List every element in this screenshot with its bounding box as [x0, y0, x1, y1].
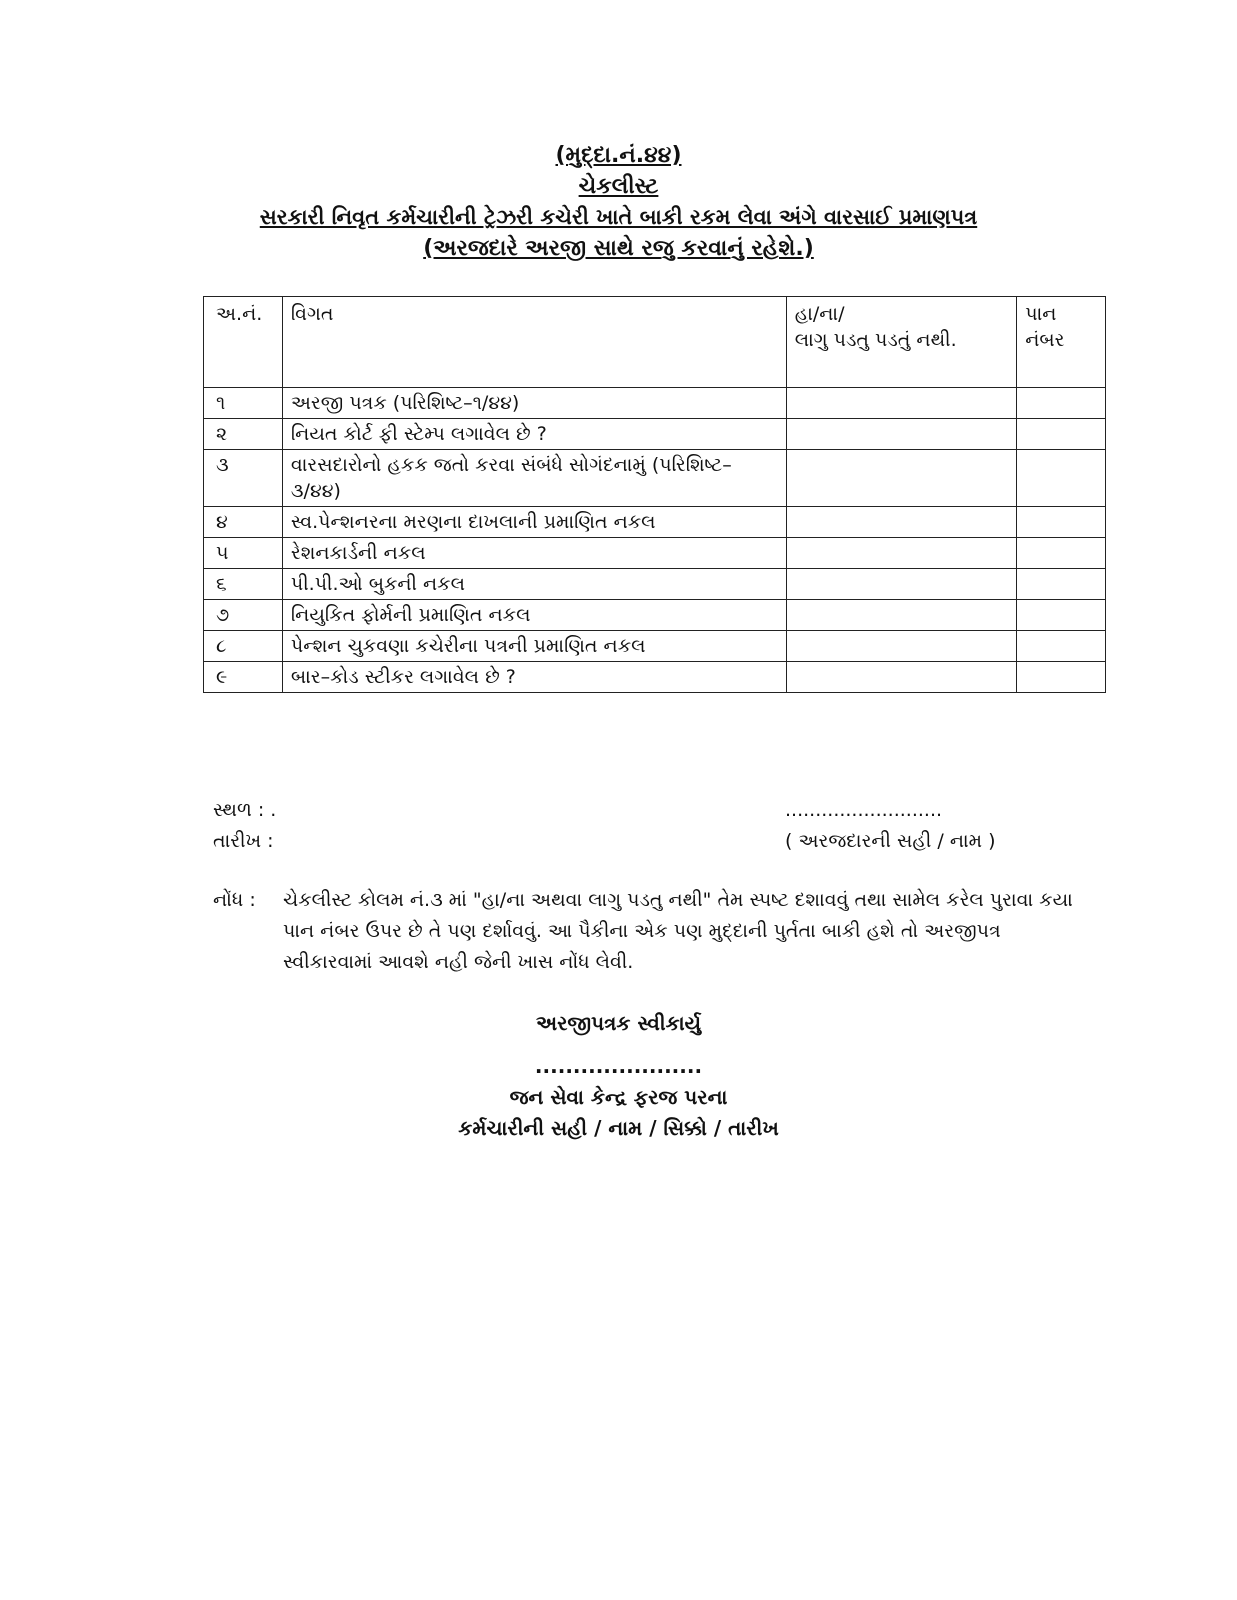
row-sr-no: ૫: [204, 538, 283, 569]
row-detail: વારસદારોનો હકક જતો કરવા સંબંધે સોગંદનામું (પરિશિષ્ટ–૩/૪૪): [282, 450, 786, 507]
row-page-cell[interactable]: [1017, 419, 1106, 450]
row-detail: પેન્શન ચુકવણા કચેરીના પત્રની પ્રમાણિત નકલ: [282, 631, 786, 662]
header-yes-no: [786, 297, 1017, 388]
row-page-cell[interactable]: [1017, 569, 1106, 600]
table-row: [204, 631, 1106, 662]
checklist-heading: ચેકલીસ્ટ: [578, 174, 659, 199]
row-page-cell[interactable]: [1017, 507, 1106, 538]
applicant-signature-block: [785, 795, 996, 857]
document-header: [0, 140, 1237, 264]
header-sr-no: અ.નં.: [204, 297, 283, 388]
document-subtitle: (અરજદારે અરજી સાથે રજુ કરવાનું રહેશે.): [423, 236, 814, 261]
receipt-accepted-label: અરજીપત્રક સ્વીકાર્યુ: [535, 1011, 701, 1035]
row-detail: બાર–કોડ સ્ટીકર લગાવેલ છે ?: [282, 662, 786, 693]
row-yes-no-cell[interactable]: [786, 450, 1017, 507]
receipt-centre-label: જન સેવા કેન્દ્ર ફરજ પરના: [509, 1085, 728, 1109]
document-title: સરકારી નિવૃત કર્મચારીની ટ્રેઝરી કચેરી ખાતે બાકી રકમ લેવા અંગે વારસાઈ પ્રમાણપત્ર: [259, 205, 978, 229]
row-sr-no: ૨: [204, 419, 283, 450]
row-page-cell[interactable]: [1017, 600, 1106, 631]
row-yes-no-cell[interactable]: [786, 631, 1017, 662]
table-row: [204, 388, 1106, 419]
row-detail: નિયુકિત ફોર્મની પ્રમાણિત નકલ: [282, 600, 786, 631]
row-page-cell[interactable]: [1017, 450, 1106, 507]
row-yes-no-cell[interactable]: [786, 600, 1017, 631]
applicant-signature-line: ..........................: [785, 799, 943, 821]
row-yes-no-cell[interactable]: [786, 538, 1017, 569]
issue-number: (મુદ્દા.નં.૪૪): [555, 143, 682, 168]
table-row: [204, 507, 1106, 538]
table-row: [204, 569, 1106, 600]
header-page-no: [1017, 297, 1106, 388]
header-page-line1: પાન: [1025, 303, 1057, 325]
header-detail: વિગત: [282, 297, 786, 388]
row-yes-no-cell[interactable]: [786, 569, 1017, 600]
place-date-block: [213, 795, 276, 857]
row-sr-no: ૧: [204, 388, 283, 419]
note-text: ચેકલીસ્ટ કોલમ નં.૩ માં "હા/ના અથવા લાગુ પડતુ નથી" તેમ સ્પષ્ટ દશાવવું તથા સામેલ કરેલ પુરાવા કયા પાન નંબર ઉપર છે તે પણ દર્શાવવું. આ પૈકીના એક પણ મુદ્દાની પુર્તતા બાકી હશે તો અરજીપત્ર સ્વીકારવામાં આવશે નહી જેની ખાસ નોંધ લેવી.: [283, 889, 1073, 973]
row-yes-no-cell[interactable]: [786, 662, 1017, 693]
place-label: સ્થળ : .: [213, 799, 277, 821]
row-yes-no-cell[interactable]: [786, 388, 1017, 419]
table-header-row: [204, 297, 1106, 388]
checklist-table: [203, 296, 1106, 693]
row-detail: સ્વ.પેન્શનરના મરણના દાખલાની પ્રમાણિત નકલ: [282, 507, 786, 538]
row-page-cell[interactable]: [1017, 388, 1106, 419]
row-detail: અરજી પત્રક (પરિશિષ્ટ–૧/૪૪): [282, 388, 786, 419]
row-sr-no: ૭: [204, 600, 283, 631]
receipt-signature-line: ......................: [534, 1054, 703, 1078]
row-detail: રેશનકાર્ડની નકલ: [282, 538, 786, 569]
row-yes-no-cell[interactable]: [786, 419, 1017, 450]
row-page-cell[interactable]: [1017, 631, 1106, 662]
row-sr-no: ૮: [204, 631, 283, 662]
row-page-cell[interactable]: [1017, 662, 1106, 693]
row-sr-no: ૯: [204, 662, 283, 693]
row-detail: પી.પી.ઓ બુકની નકલ: [282, 569, 786, 600]
table-row: [204, 450, 1106, 507]
date-label: તારીખ :: [213, 830, 274, 852]
table-row: [204, 662, 1106, 693]
applicant-signature-label: ( અરજદારની સહી / નામ ): [785, 830, 996, 852]
header-yes-no-line1: હા/ના/: [794, 303, 845, 325]
note-label: નોંધ :: [213, 889, 256, 911]
header-page-line2: નંબર: [1025, 329, 1065, 351]
header-yes-no-line2: લાગુ પડતુ પડતું નથી.: [794, 329, 957, 351]
table-row: [204, 600, 1106, 631]
table-row: [204, 538, 1106, 569]
row-yes-no-cell[interactable]: [786, 507, 1017, 538]
note-block: [213, 885, 1093, 978]
row-sr-no: ૪: [204, 507, 283, 538]
table-row: [204, 419, 1106, 450]
row-detail: નિયત કોર્ટ ફી સ્ટેમ્પ લગાવેલ છે ?: [282, 419, 786, 450]
row-sr-no: ૩: [204, 450, 283, 507]
row-sr-no: ૬: [204, 569, 283, 600]
receipt-block: [0, 1008, 1237, 1144]
row-page-cell[interactable]: [1017, 538, 1106, 569]
receipt-signature-label: કર્મચારીની સહી / નામ / સિક્કો / તારીખ: [458, 1116, 779, 1140]
